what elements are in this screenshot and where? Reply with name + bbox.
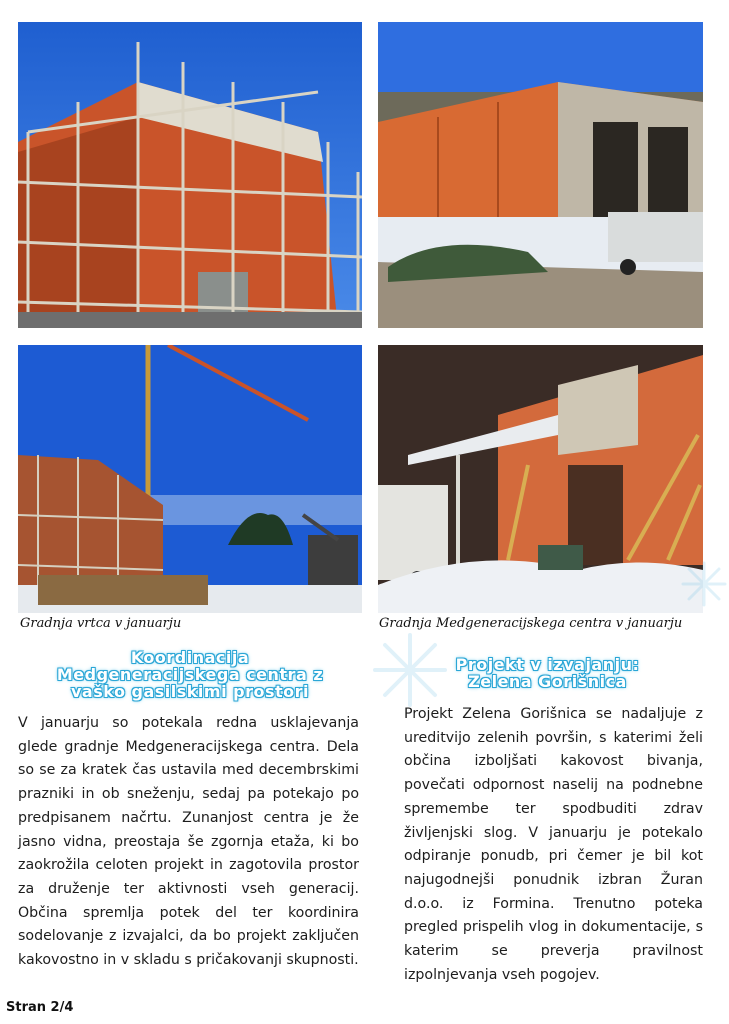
photo-kindergarten-scaffolding — [18, 22, 362, 328]
left-heading-line-1: Koordinacija — [130, 648, 250, 667]
snowflake-icon — [680, 560, 728, 608]
right-heading-line-2: Zelena Gorišnica — [468, 672, 627, 691]
right-article-heading — [395, 656, 700, 690]
caption-intergenerational-center: Gradnja Medgeneracijskega centra v januarju — [379, 616, 683, 631]
left-heading-line-2: Medgeneracijskega centra z — [56, 665, 324, 684]
left-article-heading — [18, 649, 362, 700]
page-number: Stran 2/4 — [6, 1000, 74, 1015]
left-article-body: V januarju so potekala redna usklajevanja glede gradnje Medgeneracijskega centra. Dela so se za kratek čas ustavila med decembrskimi prazniki in ob sneženju, sedaj pa potekajo po predpisanem načrtu. Zunanjost centra je že jasno vidna, preostaja še zgornja etaža, ki bo zaokrožila celoten projekt in zagotovila prostor za druženje ter aktivnosti vseh generacij. Občina spremlja potek del ter koordinira sodelovanje z izvajalci, da bo projekt zaključen kakovostno in v skladu s pričakovanji skupnosti. — [18, 715, 359, 969]
right-article-body: Projekt Zelena Gorišnica se nadaljuje z ureditvijo zelenih površin, s katerimi želi občina izboljšati kakovost bivanja, povečati odpornost naselij na podnebne spremembe ter spodbuditi zdrav življenjski slog. V januarju je potekalo odpiranje ponudb, pri čemer je bil kot najugodnejši ponudnik izbran Žuran d.o.o. iz Formina. Trenutno poteka pregled prispelih vlog in dokumentacije, s katerim se preverja pravilnost izpolnjevanja vseh pogojev. — [404, 706, 703, 983]
caption-kindergarten: Gradnja vrtca v januarju — [20, 616, 182, 631]
right-heading-line-1: Projekt v izvajanju: — [455, 655, 640, 674]
photo-crane-truck — [18, 345, 362, 613]
left-heading-line-3: vaško gasilskimi prostori — [70, 682, 309, 701]
photo-center-brick-walls — [378, 22, 703, 328]
photo-center-truck-snow — [378, 345, 703, 613]
